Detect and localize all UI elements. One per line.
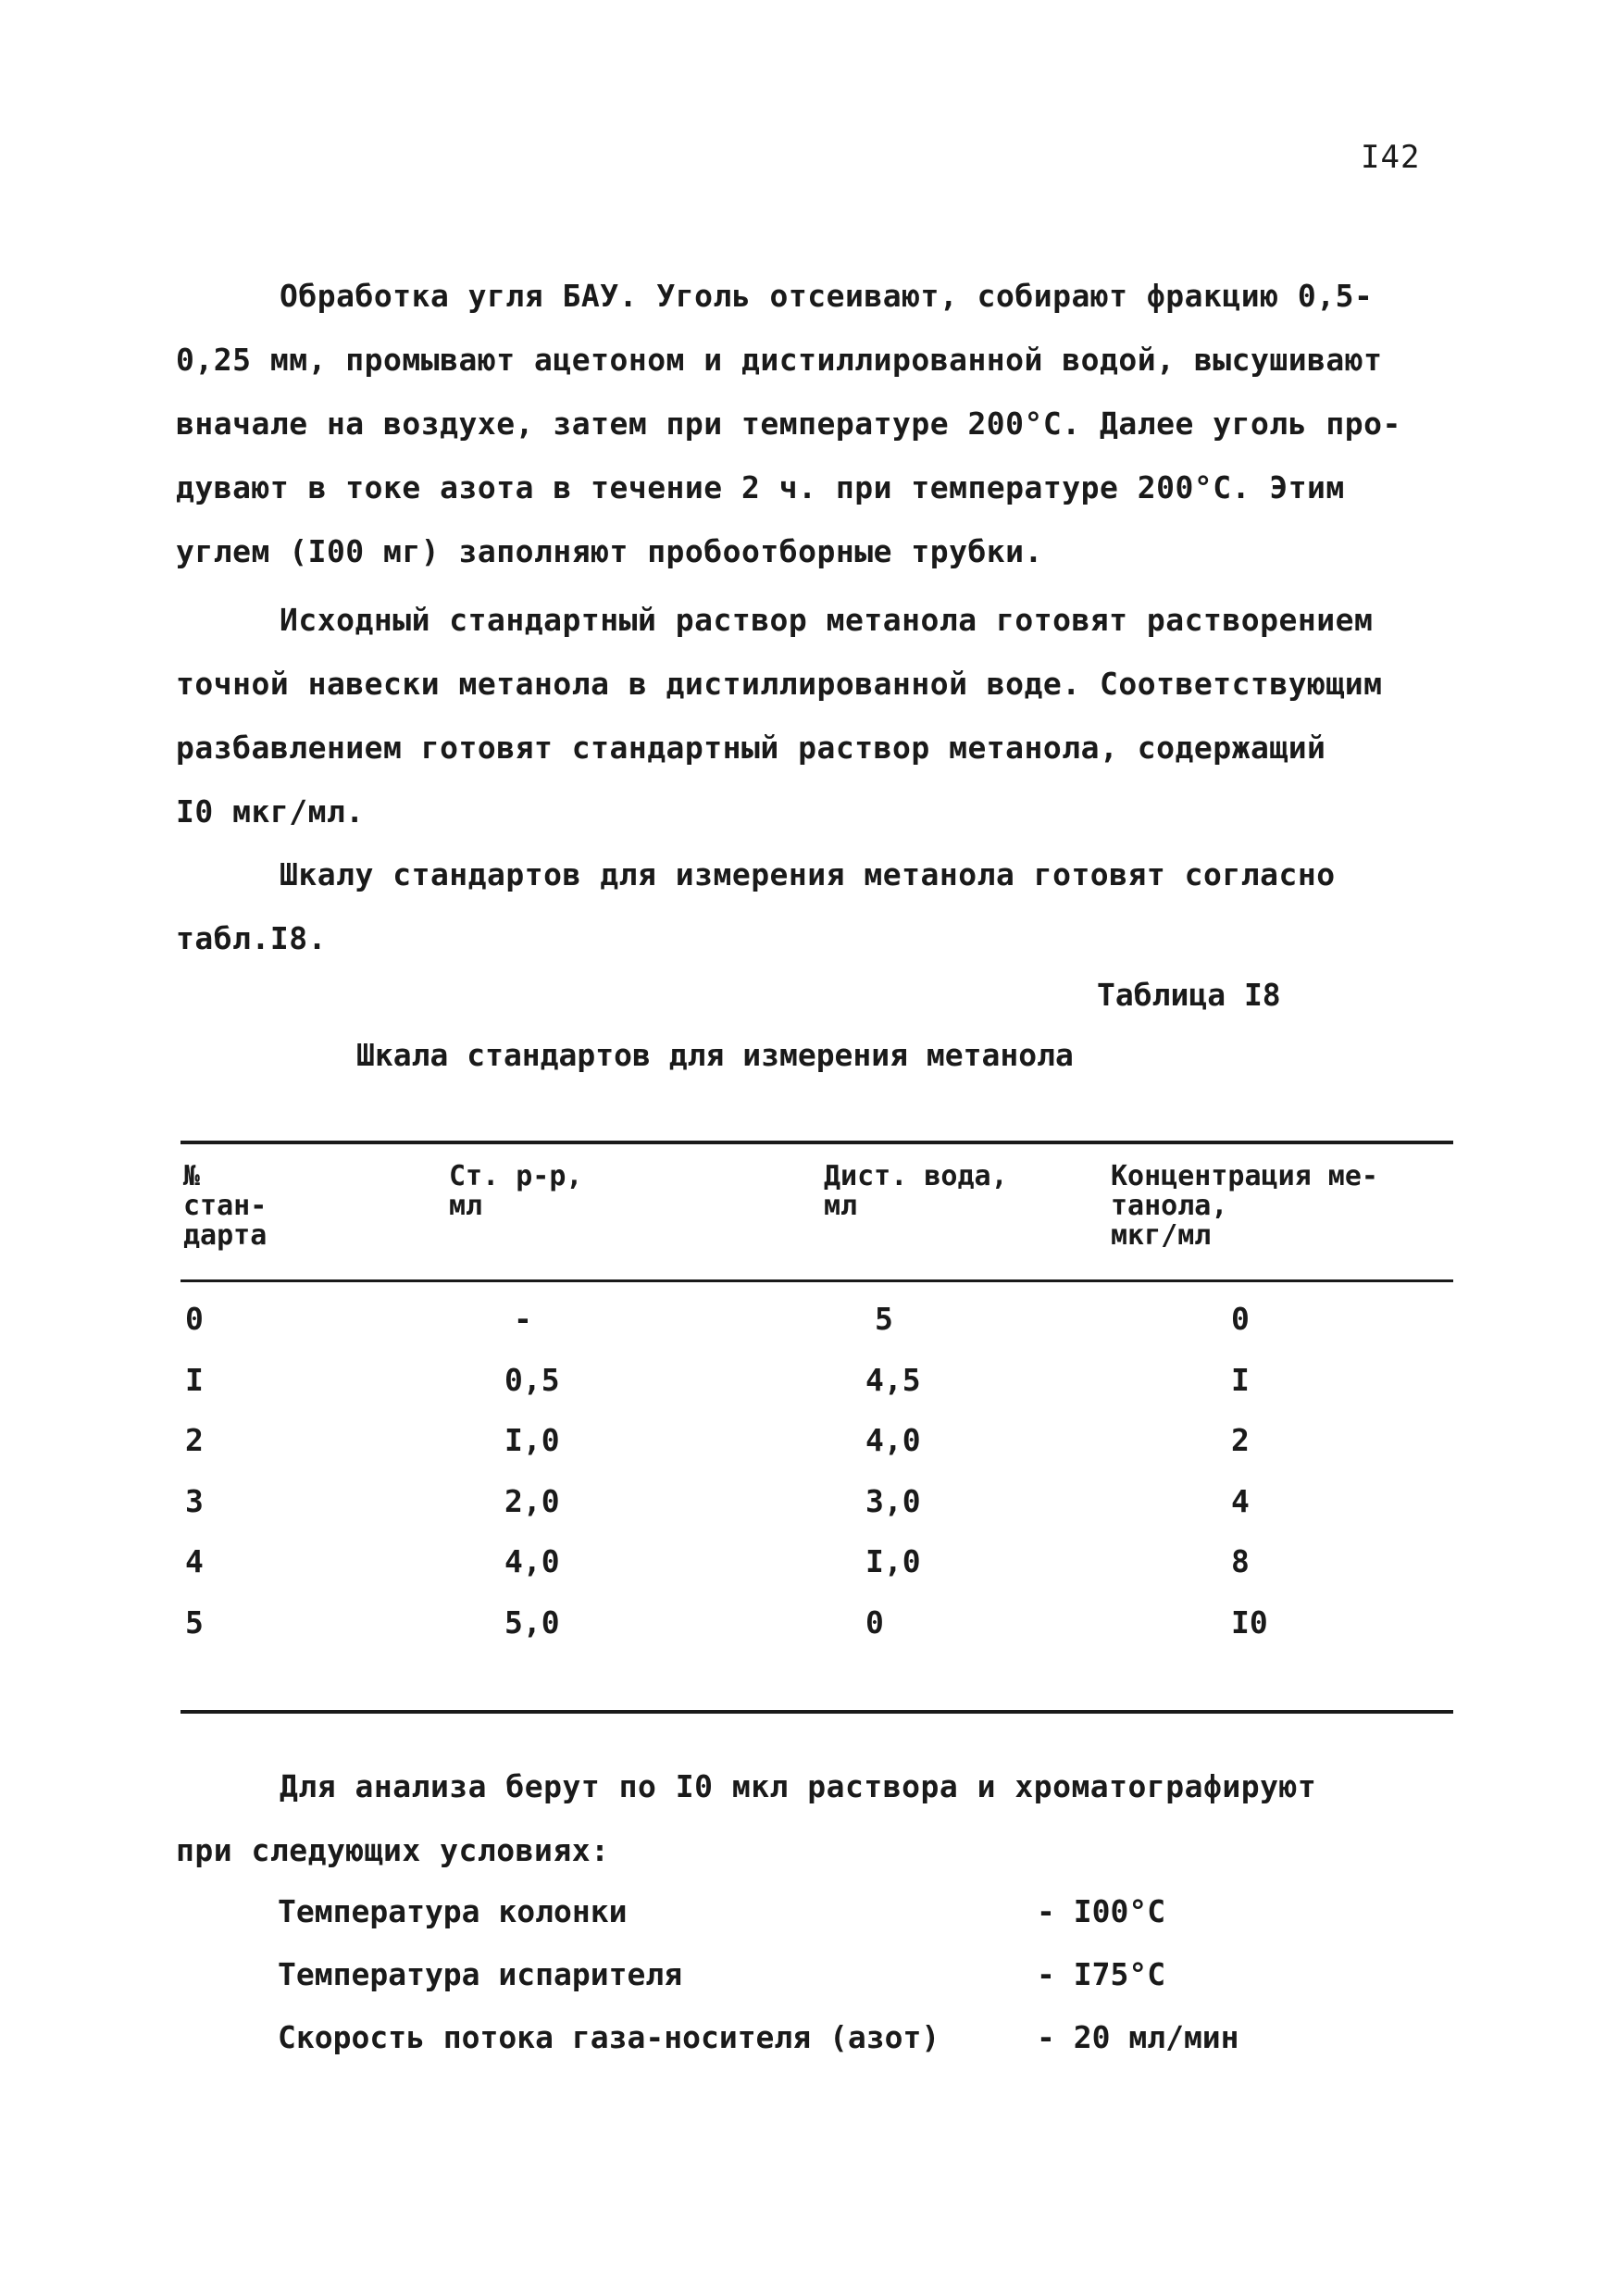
text-line: Обработка угля БАУ. Уголь отсеивают, собирают фракцию 0,5- <box>280 278 1374 314</box>
text-line: при следующих условиях: <box>176 1832 610 1868</box>
table-rule-header <box>180 1279 1453 1282</box>
table-row <box>0 1362 1618 1423</box>
table-cell: 2 <box>1231 1422 1250 1458</box>
table-cell: 4,0 <box>865 1422 921 1458</box>
text-line: разбавлением готовят стандартный раствор метанола, содержащий <box>176 730 1326 766</box>
table-row <box>0 1483 1618 1544</box>
table-rule-top <box>180 1141 1453 1144</box>
table-cell: - <box>514 1301 532 1337</box>
text-line: углем (I00 мг) заполняют пробоотборные трубки. <box>176 533 1043 569</box>
table-cell: 2 <box>185 1422 204 1458</box>
text-line: 0,25 мм, промывают ацетоном и дистиллированной водой, высушивают <box>176 342 1383 378</box>
paragraph-stock-solution <box>176 588 1453 843</box>
table-header-concentration: Концентрация ме- танола, мкг/мл <box>1111 1160 1378 1252</box>
paragraph-coal-treatment <box>176 264 1453 583</box>
table-cell: 5,0 <box>504 1603 560 1641</box>
table-cell: 5 <box>185 1603 204 1641</box>
table-header-distilled-water: Дист. вода, мл <box>824 1160 1008 1222</box>
table-cell: 3,0 <box>865 1482 921 1519</box>
text-line: точной навески метанола в дистиллированной воде. Соответствующим <box>176 666 1383 702</box>
table-cell: 4 <box>1231 1482 1250 1519</box>
condition-value: - I00°С <box>1037 1893 1166 1929</box>
table-label: Таблица I8 <box>1097 977 1281 1013</box>
paragraph-standards-scale <box>176 842 1453 970</box>
condition-item <box>278 2019 1481 2082</box>
table-cell: 0 <box>865 1603 884 1641</box>
table-row <box>0 1422 1618 1483</box>
condition-label: Скорость потока газа-носителя (азот) <box>278 2019 940 2055</box>
text-line: Для анализа берут по I0 мкл раствора и хроматографируют <box>280 1768 1317 1804</box>
table-cell: 0 <box>1231 1301 1250 1337</box>
table-cell: 0 <box>185 1301 204 1337</box>
paragraph-analysis <box>176 1754 1453 1882</box>
table-row <box>0 1301 1618 1362</box>
table-cell: 4,0 <box>504 1543 560 1579</box>
text-line: табл.I8. <box>176 920 327 956</box>
condition-item <box>278 1956 1481 2019</box>
text-line: I0 мкг/мл. <box>176 793 365 830</box>
condition-value: - I75°С <box>1037 1956 1166 1992</box>
table-cell: 0,5 <box>504 1361 560 1398</box>
table-row <box>0 1604 1618 1666</box>
table-cell: 5 <box>875 1301 893 1337</box>
table-header-standard-number: № стан- дарта <box>183 1160 268 1252</box>
table-cell: I <box>185 1361 204 1398</box>
conditions-list <box>278 1893 1481 2082</box>
table-cell: 2,0 <box>504 1482 560 1519</box>
condition-label: Температура колонки <box>278 1893 628 1929</box>
text-line: Шкалу стандартов для измерения метанола готовят согласно <box>280 856 1336 892</box>
condition-label: Температура испарителя <box>278 1956 683 1992</box>
table-cell: 4 <box>185 1543 204 1579</box>
table-title: Шкала стандартов для измерения метанола <box>356 1037 1074 1073</box>
table-body <box>0 1301 1618 1665</box>
condition-value: - 20 мл/мин <box>1037 2019 1239 2055</box>
text-line: вначале на воздухе, затем при температуре 200°С. Далее уголь про- <box>176 406 1401 442</box>
table-rule-bottom <box>180 1710 1453 1714</box>
table-header-stock-solution: Ст. р-р, мл <box>449 1160 583 1222</box>
page-number: I42 <box>1361 139 1421 176</box>
table-cell: I0 <box>1231 1603 1268 1641</box>
table-cell: 3 <box>185 1482 204 1519</box>
table-cell: 8 <box>1231 1543 1250 1579</box>
text-line: дувают в токе азота в течение 2 ч. при температуре 200°С. Этим <box>176 469 1345 505</box>
table-row <box>0 1543 1618 1604</box>
table-cell: I,0 <box>504 1422 560 1458</box>
table-cell: I <box>1231 1361 1250 1398</box>
text-line: Исходный стандартный раствор метанола готовят растворением <box>280 602 1374 638</box>
table-cell: 4,5 <box>865 1361 921 1398</box>
condition-item <box>278 1893 1481 1956</box>
table-cell: I,0 <box>865 1543 921 1579</box>
